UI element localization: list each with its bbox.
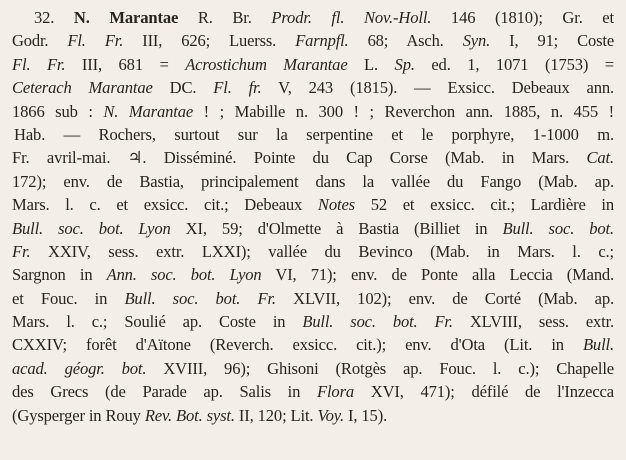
- italic-reference: Ann. soc. bot. Lyon: [106, 265, 262, 285]
- italic-reference: Rev. Bot. syst.: [144, 405, 235, 425]
- italic-reference: Bull. soc. bot. Lyon: [12, 218, 171, 238]
- italic-reference: Bull. soc. bot. Fr.: [302, 312, 453, 332]
- text-segment: Hab. — Rochers, surtout sur la serpentine et le porphyre, 1-1000 m.: [14, 124, 614, 144]
- italic-reference: N. Marantae: [103, 101, 194, 121]
- text-segment: 172); env. de Bastia, principalement dans la vallée du Fango (Mab. ap.: [12, 171, 614, 191]
- text-segment: Mars. l. c.; Soulié ap. Coste in: [12, 312, 303, 332]
- text-line: [12, 333, 614, 356]
- text-line: [12, 146, 614, 169]
- text-line: [12, 123, 614, 146]
- text-segment: des Grecs (de Parade ap. Salis in: [12, 382, 317, 402]
- text-line: [12, 170, 614, 193]
- text-segment: Mars. l. c. et exsicc. cit.; Debeaux: [12, 195, 318, 215]
- text-line: [12, 100, 614, 123]
- text-segment: R. Br.: [178, 8, 272, 27]
- text-segment: Fr. avril-mai. ♃. Disséminé. Pointe du Cap Corse (Mab. in Mars.: [12, 148, 587, 168]
- text-line: [12, 310, 614, 333]
- italic-reference: Prodr. fl. Nov.-Holl.: [271, 8, 432, 27]
- italic-reference: Voy.: [317, 405, 345, 425]
- italic-reference: Fl. fr.: [213, 78, 262, 98]
- text-segment: ed. 1, 1071 (1753) =: [414, 54, 614, 74]
- italic-reference: Fl. Fr.: [12, 54, 66, 74]
- italic-reference: Acrostichum Marantae: [185, 54, 348, 74]
- text-segment: 32.: [34, 8, 74, 27]
- text-line: [12, 53, 614, 76]
- italic-reference: Sp.: [394, 54, 415, 74]
- text-segment: XVIII, 96); Ghisoni (Rotgès ap. Fouc. l. c.); Chapelle: [146, 358, 614, 378]
- italic-reference: Fr.: [12, 241, 31, 261]
- text-line: [12, 404, 614, 427]
- text-segment: I, 91; Coste: [490, 31, 614, 51]
- text-line: [12, 217, 614, 240]
- text-segment: DC.: [152, 78, 214, 98]
- text-line: [12, 287, 614, 310]
- italic-reference: Notes: [317, 195, 355, 215]
- text-line: [12, 76, 614, 99]
- text-segment: Godr.: [12, 31, 68, 51]
- text-segment: (Gysperger in Rouy: [12, 405, 145, 425]
- text-segment: I, 15).: [344, 405, 388, 425]
- text-line: [12, 240, 614, 263]
- text-line: [12, 263, 614, 286]
- italic-reference: Farnpfl.: [295, 31, 349, 51]
- text-segment: XLVII, 102); env. de Corté (Mab. ap.: [275, 288, 614, 308]
- text-segment: Sargnon in: [12, 265, 107, 285]
- text-segment: 146 (1810); Gr. et: [431, 8, 614, 27]
- italic-reference: Cat.: [586, 148, 614, 168]
- text-line: [12, 29, 614, 52]
- text-line: [12, 357, 614, 380]
- text-segment: II, 120; Lit.: [234, 405, 318, 425]
- italic-reference: Bull.: [582, 335, 614, 355]
- italic-reference: Ceterach Marantae: [12, 78, 153, 98]
- text-segment: XVI, 471); défilé de l'Inzecca: [354, 382, 614, 402]
- text-segment: 52 et exsicc. cit.; Lardière in: [354, 195, 614, 215]
- text-segment: XLVIII, sess. extr.: [452, 312, 614, 332]
- text-segment: ! ; Mabille n. 300 ! ; Reverchon ann. 1885, n. 455 !: [193, 101, 614, 121]
- text-line: [12, 193, 614, 216]
- text-segment: CXXIV; forêt d'Aïtone (Reverch. exsicc. cit.); env. d'Ota (Lit. in: [12, 335, 583, 355]
- text-segment: XI, 59; d'Olmette à Bastia (Billiet in: [170, 218, 503, 238]
- text-segment: L.: [347, 54, 395, 74]
- italic-reference: acad. géogr. bot.: [12, 358, 147, 378]
- species-entry-text: [12, 6, 614, 427]
- species-name: N. Marantae: [73, 8, 179, 27]
- text-segment: 68; Asch.: [348, 31, 463, 51]
- text-line: [12, 380, 614, 403]
- text-segment: III, 681 =: [65, 54, 186, 74]
- italic-reference: Bull. soc. bot.: [502, 218, 614, 238]
- text-segment: III, 626; Luerss.: [123, 31, 296, 51]
- text-segment: VI, 71); env. de Ponte alla Leccia (Mand.: [261, 265, 614, 285]
- italic-reference: Fl. Fr.: [67, 31, 124, 51]
- text-line: [12, 6, 614, 29]
- text-segment: V, 243 (1815). — Exsicc. Debeaux ann.: [261, 78, 614, 98]
- text-segment: et Fouc. in: [12, 288, 125, 308]
- text-segment: XXIV, sess. extr. LXXI); vallée du Bevinco (Mab. in Mars. l. c.;: [30, 241, 614, 261]
- italic-reference: Flora: [316, 382, 355, 402]
- italic-reference: Syn.: [462, 31, 491, 51]
- italic-reference: Bull. soc. bot. Fr.: [124, 288, 276, 308]
- text-segment: 1866 sub :: [12, 101, 104, 121]
